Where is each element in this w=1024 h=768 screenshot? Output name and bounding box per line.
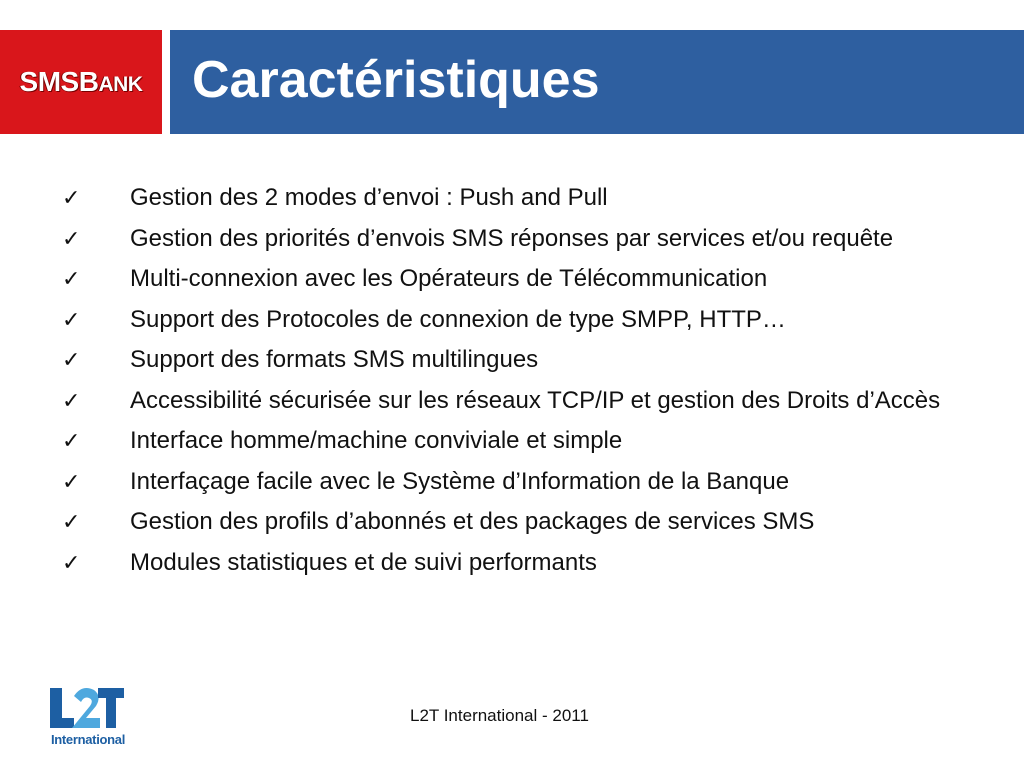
feature-item: [62, 262, 962, 296]
feature-item: [62, 384, 962, 418]
feature-item: [62, 343, 962, 377]
feature-item: [62, 222, 962, 256]
feature-text: Accessibilité sécurisée sur les réseaux TCP/IP et gestion des Droits d’Accès: [130, 386, 941, 414]
feature-text: Gestion des 2 modes d’envoi : Push and Pull: [130, 184, 608, 211]
checkmark-icon: ✓: [62, 387, 81, 413]
l2t-logo-caption: International: [50, 732, 126, 747]
logo-text-small: ANK: [98, 73, 143, 96]
feature-list: [62, 181, 962, 586]
footer-text: L2T International - 2011: [410, 706, 589, 725]
checkmark-icon: ✓: [62, 509, 81, 534]
checkmark-icon: ✓: [62, 306, 81, 332]
checkmark-icon: ✓: [62, 468, 81, 494]
feature-text: Gestion des priorités d’envois SMS réponses par services et/ou requête: [130, 224, 894, 252]
smsbank-logo-text: [20, 66, 143, 98]
feature-text: Support des formats SMS multilingues: [130, 346, 539, 373]
feature-item: [62, 465, 962, 499]
feature-text: Interface homme/machine conviviale et simple: [130, 427, 623, 454]
smsbank-logo: [0, 30, 162, 134]
title-bar: [170, 30, 1024, 134]
feature-item: [62, 424, 962, 458]
header-divider: [162, 30, 170, 134]
feature-item: [62, 303, 962, 337]
checkmark-icon: ✓: [62, 347, 81, 372]
feature-item: [62, 181, 962, 215]
l2t-logo-l-shape: [50, 688, 74, 728]
slide-header: [0, 28, 1024, 134]
checkmark-icon: ✓: [62, 185, 81, 210]
logo-text-main: SMSB: [19, 66, 99, 97]
checkmark-icon: ✓: [62, 225, 81, 251]
feature-item: [62, 546, 962, 580]
feature-text: Gestion des profils d’abonnés et des packages de services SMS: [130, 508, 815, 535]
feature-item: [62, 505, 962, 539]
checkmark-icon: ✓: [62, 428, 81, 453]
feature-text: Interfaçage facile avec le Système d’Information de la Banque: [130, 467, 790, 495]
l2t-logo-t-shape: [98, 688, 124, 728]
feature-text: Multi-connexion avec les Opérateurs de Télécommunication: [130, 265, 768, 292]
feature-text: Support des Protocoles de connexion de type SMPP, HTTP…: [130, 305, 786, 333]
l2t-logo-2-shape: [72, 688, 100, 728]
feature-text: Modules statistiques et de suivi performants: [130, 548, 597, 576]
checkmark-icon: ✓: [62, 266, 81, 291]
checkmark-icon: ✓: [62, 549, 81, 575]
slide-title: Caractéristiques: [192, 51, 600, 109]
